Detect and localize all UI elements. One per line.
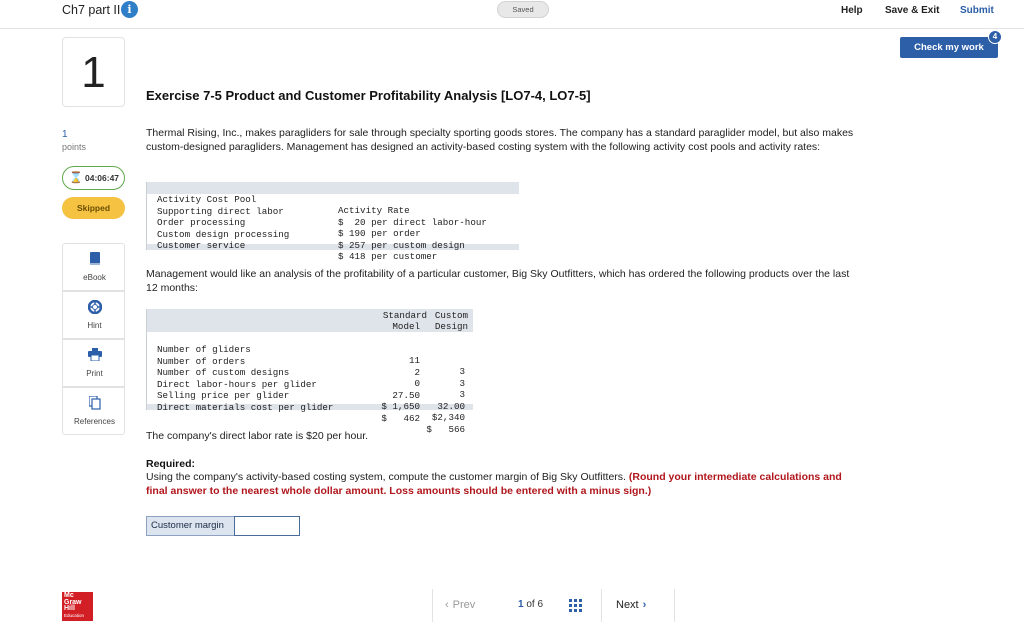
table-cell: Number of gliders xyxy=(157,344,251,355)
table-cell: Number of orders xyxy=(157,355,246,367)
ebook-label: eBook xyxy=(83,273,106,282)
book-icon xyxy=(63,252,126,269)
table-cell: 27.50 xyxy=(392,389,420,401)
table-cell: 3 xyxy=(459,366,465,377)
lifebuoy-icon xyxy=(63,300,126,317)
top-bar xyxy=(0,0,1024,29)
submit-link[interactable]: Submit xyxy=(960,5,994,16)
table-cell: Customer service xyxy=(157,240,246,251)
references-button[interactable] xyxy=(62,387,125,435)
hint-label: Hint xyxy=(87,321,102,330)
table-cell: Custom design processing xyxy=(157,228,290,240)
page-indicator xyxy=(518,599,543,610)
table-cell: Selling price per glider xyxy=(157,390,290,401)
grid-icon[interactable] xyxy=(569,599,582,612)
next-label: Next xyxy=(616,599,639,611)
table-cell: $ 257 per custom design xyxy=(338,239,465,251)
save-exit-link[interactable]: Save & Exit xyxy=(885,5,940,16)
pagination xyxy=(432,589,675,622)
customer-margin-label: Customer margin xyxy=(146,516,235,536)
references-label: References xyxy=(74,417,115,426)
column-header: Model xyxy=(392,321,420,332)
table-cell: 3 xyxy=(459,389,465,400)
printer-icon xyxy=(63,348,126,364)
table-cell: 2 xyxy=(414,366,420,378)
hourglass-icon: ⌛ xyxy=(69,172,83,184)
page-total: of 6 xyxy=(526,599,544,610)
question-number[interactable]: 1 xyxy=(62,37,125,107)
table-cell: 11 xyxy=(408,355,420,366)
table-cell: $ 462 xyxy=(381,412,420,424)
ebook-button[interactable] xyxy=(62,243,125,291)
table-cell: Direct labor-hours per glider xyxy=(157,378,317,390)
activity-rates-table xyxy=(146,182,519,262)
table-cell: Supporting direct labor xyxy=(157,205,284,217)
points-value: 1 xyxy=(62,129,68,140)
rounding-instruction: (Round your intermediate calculations and final answer to the nearest whole dollar amount. Loss amounts should be entered with a minus sign.) xyxy=(146,471,842,497)
column-header: Design xyxy=(434,321,468,332)
required-text xyxy=(146,471,856,498)
table-cell: $ 190 per order xyxy=(338,228,421,239)
exercise-title: Exercise 7-5 Product and Customer Profitability Analysis [LO7-4, LO7-5] xyxy=(146,88,591,103)
pager-divider xyxy=(601,589,602,622)
chevron-left-icon: ‹ xyxy=(445,599,449,611)
assignment-title: Ch7 part II xyxy=(62,3,121,17)
print-label: Print xyxy=(86,369,103,378)
logo-line: Hill xyxy=(64,605,75,612)
documents-icon xyxy=(63,396,126,413)
required-heading: Required: xyxy=(146,458,196,470)
table-cell: Direct materials cost per glider xyxy=(157,401,334,413)
table-cell: Number of custom designs xyxy=(157,367,290,378)
column-header: Activity Cost Pool xyxy=(157,194,257,205)
table-cell: 32.00 xyxy=(437,400,465,412)
prev-button[interactable] xyxy=(445,599,475,611)
points-label: points xyxy=(62,142,87,152)
table-cell: $ 566 xyxy=(426,423,465,435)
table-cell: $ 418 per customer xyxy=(338,251,438,262)
customer-margin-input[interactable] xyxy=(234,516,300,536)
table-cell: $ 20 per direct labor-hour xyxy=(338,216,487,228)
help-link[interactable]: Help xyxy=(841,5,863,16)
table-cell: 3 xyxy=(459,377,465,389)
column-header: Custom xyxy=(434,310,468,321)
check-my-work-button[interactable]: Check my work xyxy=(900,37,998,58)
timer xyxy=(62,166,125,190)
hint-button[interactable] xyxy=(62,291,125,339)
table-cell: $2,340 xyxy=(431,412,465,423)
required-question: Using the company's activity-based costing system, compute the customer margin of Big Sky Outfitters. xyxy=(146,471,629,483)
intro-text: Thermal Rising, Inc., makes paragliders for sale through specialty sporting goods stores. The company has a standard paraglider model, but also makes custom-designed paragliders. Management has designed an activity-based costing system with the following activity cost pools and activity rates: xyxy=(146,127,854,153)
prev-label: Prev xyxy=(452,599,476,611)
logo-line: Mc xyxy=(64,592,74,599)
table-cell: 0 xyxy=(414,378,420,389)
table-cell: $ 1,650 xyxy=(381,401,420,412)
timer-text: 04:06:47 xyxy=(85,173,120,183)
column-header: Standard xyxy=(382,310,427,321)
products-table xyxy=(146,309,473,435)
logo-line: Education xyxy=(64,612,85,618)
mcgraw-hill-logo xyxy=(62,592,93,621)
next-button[interactable] xyxy=(616,599,646,611)
table-cell: Order processing xyxy=(157,217,246,228)
status-badge: Skipped xyxy=(62,197,125,219)
logo-line: Graw xyxy=(64,598,82,606)
labor-rate-text: The company's direct labor rate is $20 per hour. xyxy=(146,430,369,442)
attempts-badge: 4 xyxy=(988,30,1002,44)
print-button[interactable] xyxy=(62,339,125,387)
column-header: Activity Rate xyxy=(338,205,410,216)
analysis-text: Management would like an analysis of the profitability of a particular customer, Big Sky Outfitters, which has ordered the following products over the last 12 months: xyxy=(146,268,850,294)
current-page: 1 xyxy=(518,599,524,610)
info-icon[interactable]: i xyxy=(121,1,138,18)
chevron-right-icon: › xyxy=(642,599,647,611)
saved-status: Saved xyxy=(497,1,549,18)
table-header-band xyxy=(146,182,519,194)
